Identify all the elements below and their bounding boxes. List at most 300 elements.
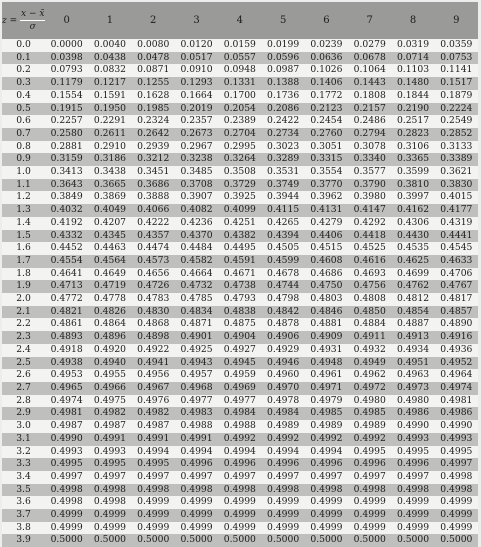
probability-cell: 0.4564 bbox=[88, 255, 131, 268]
probability-cell: 0.4913 bbox=[391, 331, 434, 344]
z-table-page bbox=[2, 2, 478, 546]
probability-cell: 0.4192 bbox=[45, 217, 88, 230]
probability-cell: 0.4952 bbox=[435, 357, 478, 370]
probability-cell: 0.4994 bbox=[175, 446, 218, 459]
probability-cell: 0.4999 bbox=[348, 509, 391, 522]
probability-cell: 0.3508 bbox=[218, 166, 261, 179]
probability-cell: 0.0040 bbox=[88, 39, 131, 52]
probability-cell: 0.2642 bbox=[132, 128, 175, 141]
probability-cell: 0.4981 bbox=[45, 407, 88, 420]
probability-cell: 0.4616 bbox=[348, 255, 391, 268]
probability-cell: 0.4994 bbox=[132, 446, 175, 459]
probability-cell: 0.4993 bbox=[435, 433, 478, 446]
probability-cell: 0.4992 bbox=[348, 433, 391, 446]
probability-cell: 0.2967 bbox=[175, 141, 218, 154]
table-row bbox=[2, 242, 478, 255]
probability-cell: 0.1700 bbox=[218, 90, 261, 103]
probability-cell: 0.4861 bbox=[45, 318, 88, 331]
probability-cell: 0.4474 bbox=[132, 242, 175, 255]
probability-cell: 0.4936 bbox=[435, 344, 478, 357]
probability-cell: 0.4964 bbox=[435, 369, 478, 382]
probability-cell: 0.4940 bbox=[88, 357, 131, 370]
probability-cell: 0.2995 bbox=[218, 141, 261, 154]
probability-cell: 0.3159 bbox=[45, 153, 88, 166]
probability-cell: 0.0239 bbox=[305, 39, 348, 52]
table-row bbox=[2, 204, 478, 217]
probability-cell: 0.4131 bbox=[305, 204, 348, 217]
probability-cell: 0.2486 bbox=[348, 115, 391, 128]
table-row bbox=[2, 318, 478, 331]
probability-cell: 0.4830 bbox=[132, 306, 175, 319]
probability-cell: 0.3830 bbox=[435, 179, 478, 192]
probability-cell: 0.0000 bbox=[45, 39, 88, 52]
probability-cell: 0.3438 bbox=[88, 166, 131, 179]
z-value-cell: 1.2 bbox=[2, 191, 45, 204]
probability-cell: 0.1879 bbox=[435, 90, 478, 103]
probability-cell: 0.4999 bbox=[218, 509, 261, 522]
probability-cell: 0.3531 bbox=[261, 166, 304, 179]
probability-cell: 0.4463 bbox=[88, 242, 131, 255]
probability-cell: 0.0714 bbox=[391, 52, 434, 65]
column-header: 4 bbox=[218, 2, 261, 39]
probability-cell: 0.4999 bbox=[348, 522, 391, 535]
probability-cell: 0.0478 bbox=[132, 52, 175, 65]
probability-cell: 0.4978 bbox=[261, 395, 304, 408]
probability-cell: 0.4996 bbox=[218, 458, 261, 471]
probability-cell: 0.4987 bbox=[45, 420, 88, 433]
probability-cell: 0.4998 bbox=[132, 484, 175, 497]
probability-cell: 0.4911 bbox=[348, 331, 391, 344]
probability-cell: 0.4992 bbox=[218, 433, 261, 446]
probability-cell: 0.1985 bbox=[132, 103, 175, 116]
probability-cell: 0.4949 bbox=[348, 357, 391, 370]
probability-cell: 0.4999 bbox=[435, 509, 478, 522]
probability-cell: 0.3770 bbox=[305, 179, 348, 192]
probability-cell: 0.4999 bbox=[435, 496, 478, 509]
table-row bbox=[2, 115, 478, 128]
probability-cell: 0.4999 bbox=[175, 509, 218, 522]
probability-cell: 0.2910 bbox=[88, 141, 131, 154]
probability-cell: 0.4066 bbox=[132, 204, 175, 217]
z-value-cell: 3.4 bbox=[2, 471, 45, 484]
probability-cell: 0.4994 bbox=[261, 446, 304, 459]
probability-cell: 0.4162 bbox=[391, 204, 434, 217]
probability-cell: 0.4962 bbox=[348, 369, 391, 382]
probability-cell: 0.3078 bbox=[348, 141, 391, 154]
probability-cell: 0.4394 bbox=[261, 230, 304, 243]
probability-cell: 0.4015 bbox=[435, 191, 478, 204]
z-value-cell: 0.2 bbox=[2, 64, 45, 77]
probability-cell: 0.4953 bbox=[45, 369, 88, 382]
probability-cell: 0.4968 bbox=[175, 382, 218, 395]
probability-cell: 0.4875 bbox=[218, 318, 261, 331]
probability-cell: 0.4990 bbox=[435, 420, 478, 433]
probability-cell: 0.3869 bbox=[88, 191, 131, 204]
probability-cell: 0.4641 bbox=[45, 268, 88, 281]
probability-cell: 0.1950 bbox=[88, 103, 131, 116]
probability-cell: 0.4909 bbox=[305, 331, 348, 344]
probability-cell: 0.4999 bbox=[391, 496, 434, 509]
z-value-cell: 2.0 bbox=[2, 293, 45, 306]
probability-cell: 0.2357 bbox=[175, 115, 218, 128]
probability-cell: 0.3315 bbox=[305, 153, 348, 166]
probability-cell: 0.4693 bbox=[348, 268, 391, 281]
table-row bbox=[2, 471, 478, 484]
probability-cell: 0.4987 bbox=[88, 420, 131, 433]
probability-cell: 0.1480 bbox=[391, 77, 434, 90]
probability-cell: 0.4983 bbox=[175, 407, 218, 420]
probability-cell: 0.4932 bbox=[348, 344, 391, 357]
probability-cell: 0.2086 bbox=[261, 103, 304, 116]
probability-cell: 0.4999 bbox=[391, 509, 434, 522]
probability-cell: 0.4998 bbox=[88, 496, 131, 509]
probability-cell: 0.4713 bbox=[45, 280, 88, 293]
probability-cell: 0.4821 bbox=[45, 306, 88, 319]
probability-cell: 0.4997 bbox=[132, 471, 175, 484]
probability-cell: 0.2422 bbox=[261, 115, 304, 128]
probability-cell: 0.2760 bbox=[305, 128, 348, 141]
probability-cell: 0.0636 bbox=[305, 52, 348, 65]
probability-cell: 0.5000 bbox=[132, 534, 175, 547]
probability-cell: 0.2794 bbox=[348, 128, 391, 141]
probability-cell: 0.4994 bbox=[218, 446, 261, 459]
probability-cell: 0.4633 bbox=[435, 255, 478, 268]
probability-cell: 0.4916 bbox=[435, 331, 478, 344]
column-header: 1 bbox=[88, 2, 131, 39]
probability-cell: 0.4999 bbox=[218, 522, 261, 535]
probability-cell: 0.3238 bbox=[175, 153, 218, 166]
probability-cell: 0.4943 bbox=[175, 357, 218, 370]
probability-cell: 0.2673 bbox=[175, 128, 218, 141]
probability-cell: 0.4993 bbox=[88, 446, 131, 459]
table-row bbox=[2, 255, 478, 268]
probability-cell: 0.2389 bbox=[218, 115, 261, 128]
probability-cell: 0.4998 bbox=[218, 484, 261, 497]
probability-cell: 0.4599 bbox=[261, 255, 304, 268]
probability-cell: 0.4997 bbox=[435, 458, 478, 471]
z-value-cell: 1.6 bbox=[2, 242, 45, 255]
probability-cell: 0.2734 bbox=[261, 128, 304, 141]
probability-cell: 0.1915 bbox=[45, 103, 88, 116]
probability-cell: 0.3599 bbox=[391, 166, 434, 179]
probability-cell: 0.4904 bbox=[218, 331, 261, 344]
z-value-cell: 3.9 bbox=[2, 534, 45, 547]
probability-cell: 0.4981 bbox=[435, 395, 478, 408]
table-header bbox=[2, 2, 478, 39]
probability-cell: 0.2580 bbox=[45, 128, 88, 141]
table-row bbox=[2, 153, 478, 166]
probability-cell: 0.4963 bbox=[391, 369, 434, 382]
probability-cell: 0.4956 bbox=[132, 369, 175, 382]
probability-cell: 0.0120 bbox=[175, 39, 218, 52]
z-value-cell: 3.7 bbox=[2, 509, 45, 522]
probability-cell: 0.0678 bbox=[348, 52, 391, 65]
probability-cell: 0.4890 bbox=[435, 318, 478, 331]
probability-cell: 0.4441 bbox=[435, 230, 478, 243]
probability-cell: 0.3023 bbox=[261, 141, 304, 154]
probability-cell: 0.4955 bbox=[88, 369, 131, 382]
table-row bbox=[2, 458, 478, 471]
z-value-cell: 1.8 bbox=[2, 268, 45, 281]
probability-cell: 0.3643 bbox=[45, 179, 88, 192]
probability-cell: 0.4999 bbox=[305, 522, 348, 535]
probability-cell: 0.4418 bbox=[348, 230, 391, 243]
probability-cell: 0.4898 bbox=[132, 331, 175, 344]
probability-cell: 0.2454 bbox=[305, 115, 348, 128]
probability-cell: 0.4974 bbox=[435, 382, 478, 395]
z-value-cell: 0.1 bbox=[2, 52, 45, 65]
probability-cell: 0.3365 bbox=[391, 153, 434, 166]
probability-cell: 0.4515 bbox=[305, 242, 348, 255]
probability-cell: 0.4999 bbox=[391, 522, 434, 535]
probability-cell: 0.4999 bbox=[175, 522, 218, 535]
z-value-cell: 1.1 bbox=[2, 179, 45, 192]
probability-cell: 0.4985 bbox=[305, 407, 348, 420]
probability-cell: 0.4999 bbox=[45, 522, 88, 535]
probability-cell: 0.2939 bbox=[132, 141, 175, 154]
probability-cell: 0.3106 bbox=[391, 141, 434, 154]
probability-cell: 0.1772 bbox=[305, 90, 348, 103]
probability-cell: 0.1554 bbox=[45, 90, 88, 103]
table-row bbox=[2, 420, 478, 433]
table-row bbox=[2, 128, 478, 141]
table-row bbox=[2, 280, 478, 293]
probability-cell: 0.4989 bbox=[261, 420, 304, 433]
probability-cell: 0.3212 bbox=[132, 153, 175, 166]
probability-cell: 0.3485 bbox=[175, 166, 218, 179]
probability-cell: 0.4999 bbox=[132, 496, 175, 509]
probability-cell: 0.0279 bbox=[348, 39, 391, 52]
table-row bbox=[2, 509, 478, 522]
probability-cell: 0.4744 bbox=[261, 280, 304, 293]
probability-cell: 0.4846 bbox=[305, 306, 348, 319]
probability-cell: 0.3340 bbox=[348, 153, 391, 166]
z-value-cell: 3.8 bbox=[2, 522, 45, 535]
table-row bbox=[2, 382, 478, 395]
probability-cell: 0.4990 bbox=[391, 420, 434, 433]
probability-cell: 0.4976 bbox=[132, 395, 175, 408]
probability-cell: 0.4984 bbox=[218, 407, 261, 420]
probability-cell: 0.4946 bbox=[261, 357, 304, 370]
probability-cell: 0.4292 bbox=[348, 217, 391, 230]
z-value-cell: 3.1 bbox=[2, 433, 45, 446]
z-value-cell: 1.3 bbox=[2, 204, 45, 217]
probability-cell: 0.2224 bbox=[435, 103, 478, 116]
probability-cell: 0.4854 bbox=[391, 306, 434, 319]
probability-cell: 0.4970 bbox=[261, 382, 304, 395]
probability-cell: 0.4049 bbox=[88, 204, 131, 217]
probability-cell: 0.4251 bbox=[218, 217, 261, 230]
probability-cell: 0.4992 bbox=[261, 433, 304, 446]
probability-cell: 0.3907 bbox=[175, 191, 218, 204]
probability-cell: 0.4977 bbox=[218, 395, 261, 408]
probability-cell: 0.4991 bbox=[88, 433, 131, 446]
probability-cell: 0.3186 bbox=[88, 153, 131, 166]
probability-cell: 0.3621 bbox=[435, 166, 478, 179]
z-value-cell: 3.3 bbox=[2, 458, 45, 471]
probability-cell: 0.3944 bbox=[261, 191, 304, 204]
table-row bbox=[2, 191, 478, 204]
probability-cell: 0.2157 bbox=[348, 103, 391, 116]
probability-cell: 0.3729 bbox=[218, 179, 261, 192]
probability-cell: 0.4999 bbox=[88, 522, 131, 535]
probability-cell: 0.4941 bbox=[132, 357, 175, 370]
probability-cell: 0.2881 bbox=[45, 141, 88, 154]
z-value-cell: 2.4 bbox=[2, 344, 45, 357]
probability-cell: 0.0871 bbox=[132, 64, 175, 77]
probability-cell: 0.3980 bbox=[348, 191, 391, 204]
probability-cell: 0.4986 bbox=[391, 407, 434, 420]
probability-cell: 0.4995 bbox=[45, 458, 88, 471]
probability-cell: 0.3962 bbox=[305, 191, 348, 204]
probability-cell: 0.4099 bbox=[218, 204, 261, 217]
probability-cell: 0.4998 bbox=[175, 484, 218, 497]
probability-cell: 0.4838 bbox=[218, 306, 261, 319]
probability-cell: 0.4996 bbox=[305, 458, 348, 471]
column-header: 3 bbox=[175, 2, 218, 39]
probability-cell: 0.4927 bbox=[218, 344, 261, 357]
probability-cell: 0.3997 bbox=[391, 191, 434, 204]
probability-cell: 0.4115 bbox=[261, 204, 304, 217]
column-header: 0 bbox=[45, 2, 88, 39]
probability-cell: 0.4484 bbox=[175, 242, 218, 255]
probability-cell: 0.1103 bbox=[391, 64, 434, 77]
probability-cell: 0.3888 bbox=[132, 191, 175, 204]
probability-cell: 0.4767 bbox=[435, 280, 478, 293]
probability-cell: 0.4985 bbox=[348, 407, 391, 420]
probability-cell: 0.4999 bbox=[305, 496, 348, 509]
probability-cell: 0.4893 bbox=[45, 331, 88, 344]
probability-cell: 0.3554 bbox=[305, 166, 348, 179]
probability-cell: 0.4972 bbox=[348, 382, 391, 395]
probability-cell: 0.4989 bbox=[305, 420, 348, 433]
table-row bbox=[2, 64, 478, 77]
probability-cell: 0.4995 bbox=[132, 458, 175, 471]
table-row bbox=[2, 357, 478, 370]
probability-cell: 0.4732 bbox=[175, 280, 218, 293]
probability-cell: 0.1844 bbox=[391, 90, 434, 103]
table-body bbox=[2, 39, 478, 547]
z-value-cell: 2.5 bbox=[2, 357, 45, 370]
probability-cell: 0.5000 bbox=[218, 534, 261, 547]
probability-cell: 0.3413 bbox=[45, 166, 88, 179]
probability-cell: 0.4948 bbox=[305, 357, 348, 370]
probability-cell: 0.0753 bbox=[435, 52, 478, 65]
probability-cell: 0.4591 bbox=[218, 255, 261, 268]
column-header: 5 bbox=[261, 2, 304, 39]
probability-cell: 0.2549 bbox=[435, 115, 478, 128]
probability-cell: 0.5000 bbox=[45, 534, 88, 547]
probability-cell: 0.4997 bbox=[218, 471, 261, 484]
probability-cell: 0.0832 bbox=[88, 64, 131, 77]
table-row bbox=[2, 90, 478, 103]
probability-cell: 0.0987 bbox=[261, 64, 304, 77]
probability-cell: 0.4850 bbox=[348, 306, 391, 319]
column-header: 7 bbox=[348, 2, 391, 39]
probability-cell: 0.4960 bbox=[261, 369, 304, 382]
probability-cell: 0.4887 bbox=[391, 318, 434, 331]
table-row bbox=[2, 268, 478, 281]
table-row bbox=[2, 344, 478, 357]
probability-cell: 0.4998 bbox=[305, 484, 348, 497]
probability-cell: 0.0596 bbox=[261, 52, 304, 65]
probability-cell: 0.1179 bbox=[45, 77, 88, 90]
probability-cell: 0.4996 bbox=[348, 458, 391, 471]
probability-cell: 0.3849 bbox=[45, 191, 88, 204]
probability-cell: 0.1026 bbox=[305, 64, 348, 77]
probability-cell: 0.4999 bbox=[261, 522, 304, 535]
probability-cell: 0.4430 bbox=[391, 230, 434, 243]
probability-cell: 0.4998 bbox=[435, 471, 478, 484]
probability-cell: 0.4993 bbox=[391, 433, 434, 446]
probability-cell: 0.0398 bbox=[45, 52, 88, 65]
z-value-cell: 0.4 bbox=[2, 90, 45, 103]
probability-cell: 0.4370 bbox=[175, 230, 218, 243]
probability-cell: 0.4656 bbox=[132, 268, 175, 281]
probability-cell: 0.1141 bbox=[435, 64, 478, 77]
probability-cell: 0.4988 bbox=[175, 420, 218, 433]
probability-cell: 0.4884 bbox=[348, 318, 391, 331]
probability-cell: 0.4980 bbox=[348, 395, 391, 408]
table-row bbox=[2, 141, 478, 154]
probability-cell: 0.4906 bbox=[261, 331, 304, 344]
probability-cell: 0.4406 bbox=[305, 230, 348, 243]
probability-cell: 0.4726 bbox=[132, 280, 175, 293]
probability-cell: 0.5000 bbox=[391, 534, 434, 547]
probability-cell: 0.4842 bbox=[261, 306, 304, 319]
z-value-cell: 2.9 bbox=[2, 407, 45, 420]
table-row bbox=[2, 306, 478, 319]
header-row bbox=[2, 2, 478, 39]
probability-cell: 0.4686 bbox=[305, 268, 348, 281]
probability-cell: 0.3749 bbox=[261, 179, 304, 192]
probability-cell: 0.4999 bbox=[305, 509, 348, 522]
z-value-cell: 2.7 bbox=[2, 382, 45, 395]
table-row bbox=[2, 395, 478, 408]
probability-cell: 0.4719 bbox=[88, 280, 131, 293]
probability-cell: 0.5000 bbox=[261, 534, 304, 547]
z-value-cell: 1.5 bbox=[2, 230, 45, 243]
probability-cell: 0.2611 bbox=[88, 128, 131, 141]
z-value-cell: 1.7 bbox=[2, 255, 45, 268]
probability-cell: 0.4785 bbox=[175, 293, 218, 306]
column-header: 9 bbox=[435, 2, 478, 39]
probability-cell: 0.4999 bbox=[132, 522, 175, 535]
probability-cell: 0.4979 bbox=[305, 395, 348, 408]
probability-cell: 0.2324 bbox=[132, 115, 175, 128]
probability-cell: 0.4990 bbox=[45, 433, 88, 446]
table-row bbox=[2, 522, 478, 535]
table-row bbox=[2, 77, 478, 90]
probability-cell: 0.4991 bbox=[132, 433, 175, 446]
table-row bbox=[2, 496, 478, 509]
probability-cell: 0.4382 bbox=[218, 230, 261, 243]
z-label: z = bbox=[2, 16, 21, 26]
z-value-cell: 0.8 bbox=[2, 141, 45, 154]
probability-cell: 0.4996 bbox=[175, 458, 218, 471]
probability-cell: 0.4984 bbox=[261, 407, 304, 420]
probability-cell: 0.4997 bbox=[261, 471, 304, 484]
probability-cell: 0.4699 bbox=[391, 268, 434, 281]
probability-cell: 0.4279 bbox=[305, 217, 348, 230]
probability-cell: 0.3810 bbox=[391, 179, 434, 192]
probability-cell: 0.4999 bbox=[175, 496, 218, 509]
probability-cell: 0.4988 bbox=[218, 420, 261, 433]
probability-cell: 0.4871 bbox=[175, 318, 218, 331]
probability-cell: 0.4896 bbox=[88, 331, 131, 344]
probability-cell: 0.2291 bbox=[88, 115, 131, 128]
probability-cell: 0.4756 bbox=[348, 280, 391, 293]
